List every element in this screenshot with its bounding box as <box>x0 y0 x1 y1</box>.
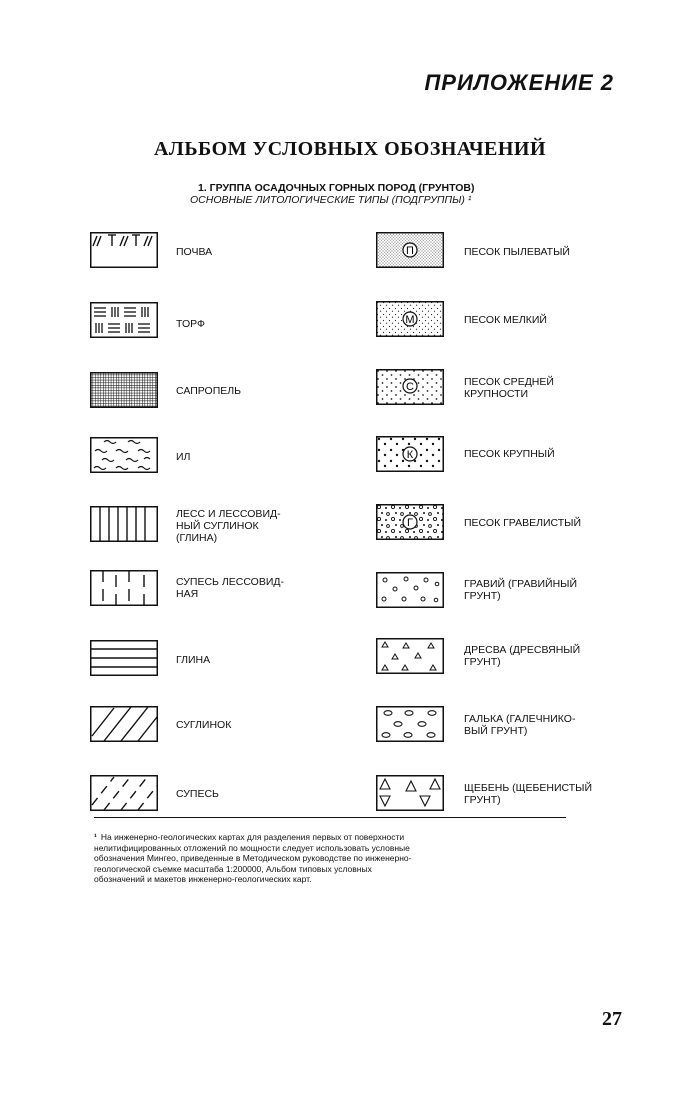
legend-label-fine-sand: ПЕСОК МЕЛКИЙ <box>464 314 547 326</box>
loessial-sandy-loam-pattern-icon <box>90 570 158 606</box>
appendix-heading: ПРИЛОЖЕНИЕ 2 <box>424 70 614 95</box>
legend-label-loam: СУГЛИНОК <box>176 719 232 731</box>
legend-label-peat: ТОРФ <box>176 318 205 330</box>
silty-sand-letter: П <box>406 245 414 257</box>
medium-sand-letter: С <box>406 381 414 393</box>
gravelly-sand-letter: Г <box>407 517 413 529</box>
pebble-pattern-icon <box>376 706 444 742</box>
page-number: 27 <box>602 1008 622 1030</box>
legend-label-grus: ДРЕСВА (ДРЕСВЯНЫЙ ГРУНТ) <box>464 644 581 668</box>
loam-pattern-icon <box>90 706 158 742</box>
sandy-loam-pattern-icon <box>90 775 158 811</box>
legend-label-gravelly-sand: ПЕСОК ГРАВЕЛИСТЫЙ <box>464 517 582 529</box>
legend-label-sapropel: САПРОПЕЛЬ <box>176 385 242 397</box>
legend-label-loess: ЛЕСС И ЛЕССОВИД- НЫЙ СУГЛИНОК (ГЛИНА) <box>176 508 281 544</box>
legend-label-coarse-sand: ПЕСОК КРУПНЫЙ <box>464 448 555 460</box>
page-title: АЛЬБОМ УСЛОВНЫХ ОБОЗНАЧЕНИЙ <box>153 138 547 160</box>
coarse-sand-pattern-icon <box>376 436 444 472</box>
gravel-pattern-icon <box>376 572 444 608</box>
footnote <box>94 832 424 885</box>
grus-pattern-icon <box>376 638 444 674</box>
legend-label-pebble: ГАЛЬКА (ГАЛЕЧНИКО- ВЫЙ ГРУНТ) <box>464 713 576 737</box>
legend-label-gravel: ГРАВИЙ (ГРАВИЙНЫЙ ГРУНТ) <box>464 578 578 602</box>
legend-label-medium-sand: ПЕСОК СРЕДНЕЙ КРУПНОСТИ <box>464 376 554 400</box>
fine-sand-pattern-icon <box>376 301 444 337</box>
rubble-pattern-icon <box>376 775 444 811</box>
legend-label-clay: ГЛИНА <box>176 654 211 666</box>
soil-pattern-icon <box>90 232 158 268</box>
legend-label-loessial-sandy-loam: СУПЕСЬ ЛЕССОВИД- НАЯ <box>176 576 284 600</box>
footnote-text: На инженерно-геологических картах для разделения первых от поверхности нелитифицированных отложений по мощности следует использовать условные обозначения Мингео, приведенные в Методическом руководстве по инженерно-геологической съемке масштаба 1:200000, Альбом типовых условных обозначений и макетов инженерно-геологических карт. <box>94 832 412 884</box>
peat-pattern-icon <box>90 302 158 338</box>
footnote-mark: ¹ <box>94 832 97 842</box>
gravelly-sand-pattern-icon <box>376 504 444 540</box>
sapropel-pattern-icon <box>90 372 158 408</box>
legend-label-sandy-loam: СУПЕСЬ <box>176 788 219 800</box>
clay-pattern-icon <box>90 640 158 676</box>
legend-label-soil: ПОЧВА <box>176 246 213 258</box>
legend-label-silty-sand: ПЕСОК ПЫЛЕВАТЫЙ <box>464 246 570 258</box>
medium-sand-pattern-icon <box>376 369 444 405</box>
legend-label-rubble: ЩЕБЕНЬ (ЩЕБЕНИСТЫЙ ГРУНТ) <box>464 782 592 806</box>
silty-sand-pattern-icon <box>376 232 444 268</box>
loess-pattern-icon <box>90 506 158 542</box>
coarse-sand-letter: К <box>406 449 414 461</box>
section-subheading: ОСНОВНЫЕ ЛИТОЛОГИЧЕСКИЕ ТИПЫ (ПОДГРУППЫ) ¹ <box>190 194 472 206</box>
section-heading: 1. ГРУППА ОСАДОЧНЫХ ГОРНЫХ ПОРОД (ГРУНТОВ) <box>198 182 475 194</box>
silt-pattern-icon <box>90 437 158 473</box>
footnote-divider <box>94 817 566 818</box>
fine-sand-letter: М <box>405 314 415 326</box>
legend-label-silt: ИЛ <box>176 451 191 463</box>
